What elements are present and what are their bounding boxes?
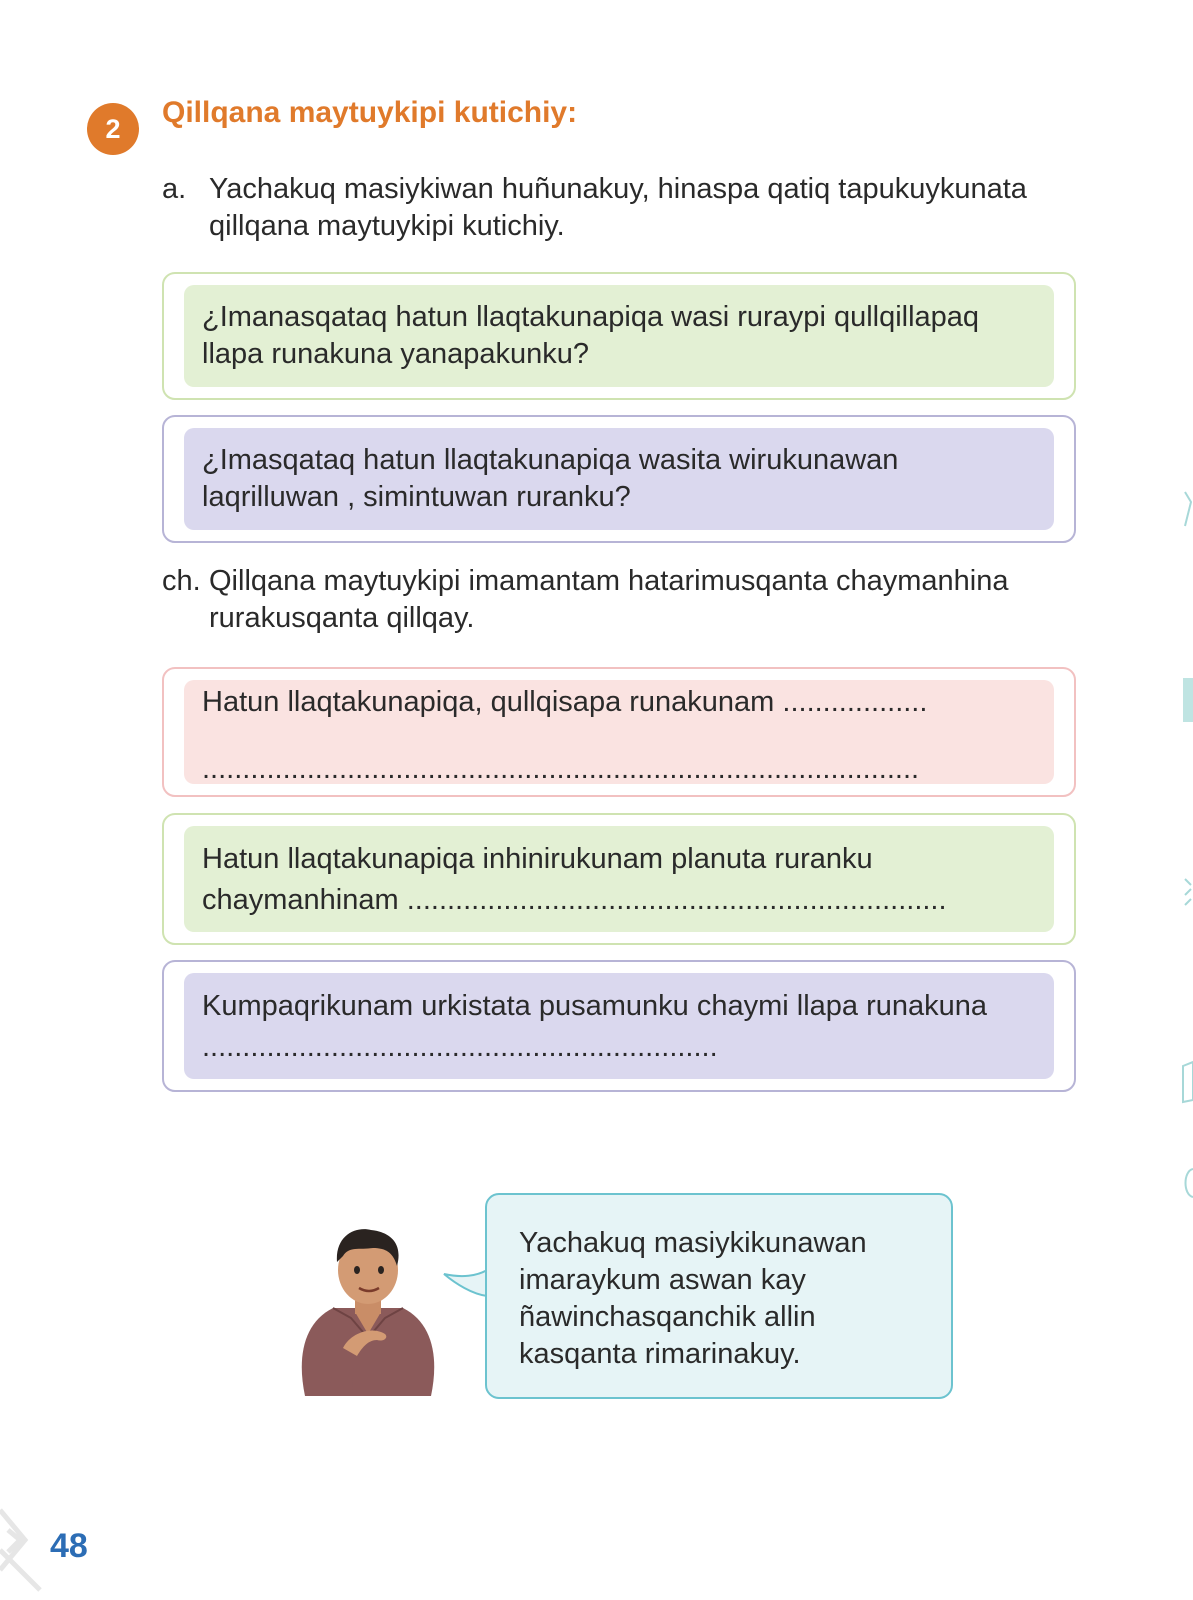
boy-illustration xyxy=(293,1228,443,1400)
completion-3-line1: Kumpaqrikunam urkistata pusamunku chaymi llapa runakuna xyxy=(202,990,988,1022)
edge-decoration-icon xyxy=(1163,676,1193,724)
exercise-number-badge: 2 xyxy=(87,103,139,155)
instruction-ch-marker: ch. xyxy=(162,565,201,597)
instruction-ch xyxy=(162,563,1082,637)
instruction-ch-text: Qillqana maytuykipi imamantam hatarimusqanta chaymanhina rurakusqanta qillqay. xyxy=(209,565,1009,634)
edge-decoration-icon xyxy=(1163,875,1193,915)
completion-box-2 xyxy=(162,813,1076,945)
speech-bubble-text: Yachakuq masiykikunawan imaraykum aswan kay ñawinchasqanchik allin kasqanta rimarinakuy. xyxy=(519,1227,867,1370)
completion-3-line2: ................................................................ xyxy=(202,1031,718,1063)
instruction-a xyxy=(162,171,1082,245)
exercise-title: Qillqana maytuykipi kutichiy: xyxy=(162,96,578,129)
speech-bubble xyxy=(485,1193,953,1399)
completion-box-1 xyxy=(162,667,1076,797)
completion-1-line2: ......................................................................................... xyxy=(202,753,920,785)
completion-2-line2: chaymanhinam ................................................................... xyxy=(202,884,947,916)
question-box-2 xyxy=(162,415,1076,543)
completion-box-3 xyxy=(162,960,1076,1092)
instruction-a-text: Yachakuq masiykiwan huñunakuy, hinaspa qatiq tapukuykunata qillqana maytuykipi kutichiy. xyxy=(209,173,1027,242)
question-box-1 xyxy=(162,272,1076,400)
edge-decoration-icon xyxy=(1163,1165,1193,1205)
completion-2-line1: Hatun llaqtakunapiqa inhinirukunam planuta ruranku xyxy=(202,843,873,875)
page-number: 48 xyxy=(50,1527,88,1565)
question-1-text: ¿Imanasqataq hatun llaqtakunapiqa wasi ruraypi qullqillapaq llapa runakuna yanapakunku? xyxy=(202,301,980,370)
corner-pattern-decoration xyxy=(0,1500,50,1600)
edge-decoration-icon xyxy=(1163,490,1193,530)
question-2-text: ¿Imasqataq hatun llaqtakunapiqa wasita wirukunawan laqrilluwan , simintuwan ruranku? xyxy=(202,444,899,513)
completion-1-line1: Hatun llaqtakunapiqa, qullqisapa runakunam .................. xyxy=(202,686,928,718)
edge-decoration-icon xyxy=(1163,1060,1193,1104)
instruction-a-marker: a. xyxy=(162,173,187,205)
